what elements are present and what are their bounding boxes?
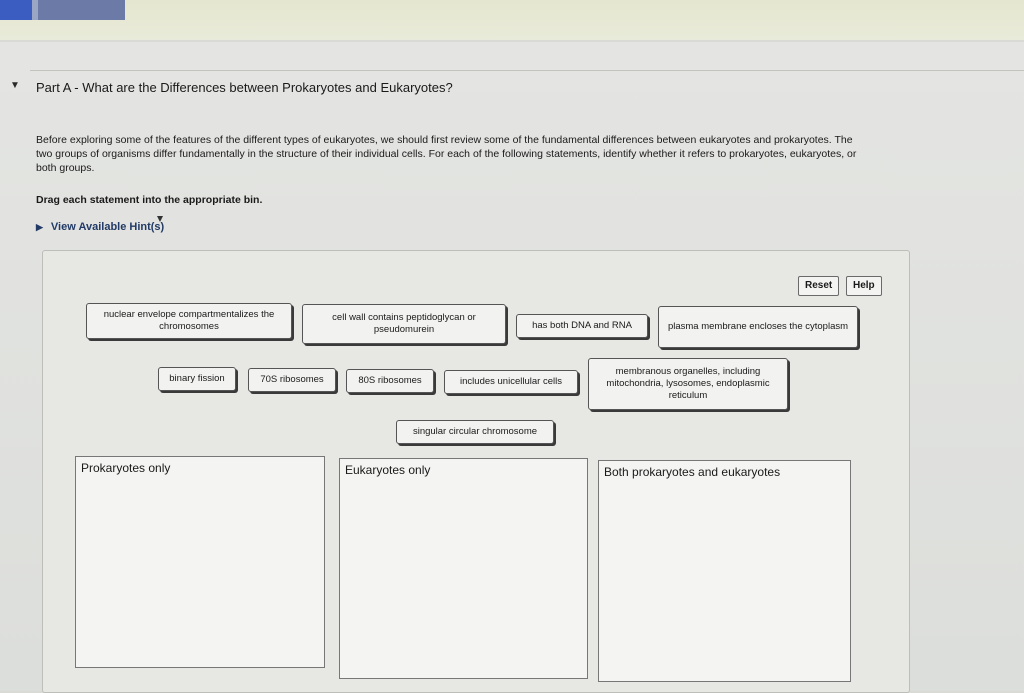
bin-label: Prokaryotes only <box>81 461 171 475</box>
bin-prokaryotes[interactable] <box>75 456 325 668</box>
bin-label: Eukaryotes only <box>345 463 431 477</box>
drag-item[interactable]: includes unicellular cells <box>444 370 578 394</box>
bin-label: Both prokaryotes and eukaryotes <box>604 465 781 479</box>
header-divider <box>30 70 1024 71</box>
bin-eukaryotes[interactable] <box>339 458 588 679</box>
drag-item[interactable]: membranous organelles, including mitochondria, lysosomes, endoplasmic reticulum <box>588 358 788 410</box>
part-title: Part A - What are the Differences between Prokaryotes and Eukaryotes? <box>36 80 453 95</box>
drag-item[interactable]: 80S ribosomes <box>346 369 434 393</box>
intro-line: both groups. <box>36 162 95 174</box>
expand-arrow-icon: ▶ <box>36 222 43 232</box>
collapse-caret-icon[interactable]: ▼ <box>10 80 20 91</box>
mouse-cursor-icon <box>157 216 163 222</box>
reset-button[interactable]: Reset <box>798 276 839 296</box>
drag-item[interactable]: cell wall contains peptidoglycan or pseudomurein <box>302 304 506 344</box>
drag-item[interactable]: nuclear envelope compartmentalizes the chromosomes <box>86 303 292 339</box>
intro-line: two groups of organisms differ fundamentally in the structure of their individual cells. For each of the following statements, identify whether it refers to prokaryotes, eukaryotes, or <box>36 148 857 160</box>
drag-item[interactable]: plasma membrane encloses the cytoplasm <box>658 306 858 348</box>
help-button[interactable]: Help <box>846 276 882 296</box>
view-hints-link[interactable] <box>36 221 164 233</box>
intro-paragraph <box>36 133 1024 175</box>
bin-both[interactable] <box>598 460 851 682</box>
drag-item[interactable]: has both DNA and RNA <box>516 314 648 338</box>
header-image <box>0 0 125 20</box>
drag-item[interactable]: binary fission <box>158 367 236 391</box>
drag-item[interactable]: singular circular chromosome <box>396 420 554 444</box>
intro-line: Before exploring some of the features of the different types of eukaryotes, we should first review some of the fundamental differences between eukaryotes and prokaryotes. The <box>36 134 853 146</box>
hint-label: View Available Hint(s) <box>50 221 165 233</box>
browser-top-strip <box>0 0 1024 40</box>
drag-item[interactable]: 70S ribosomes <box>248 368 336 392</box>
instruction-text: Drag each statement into the appropriate bin. <box>36 194 263 206</box>
